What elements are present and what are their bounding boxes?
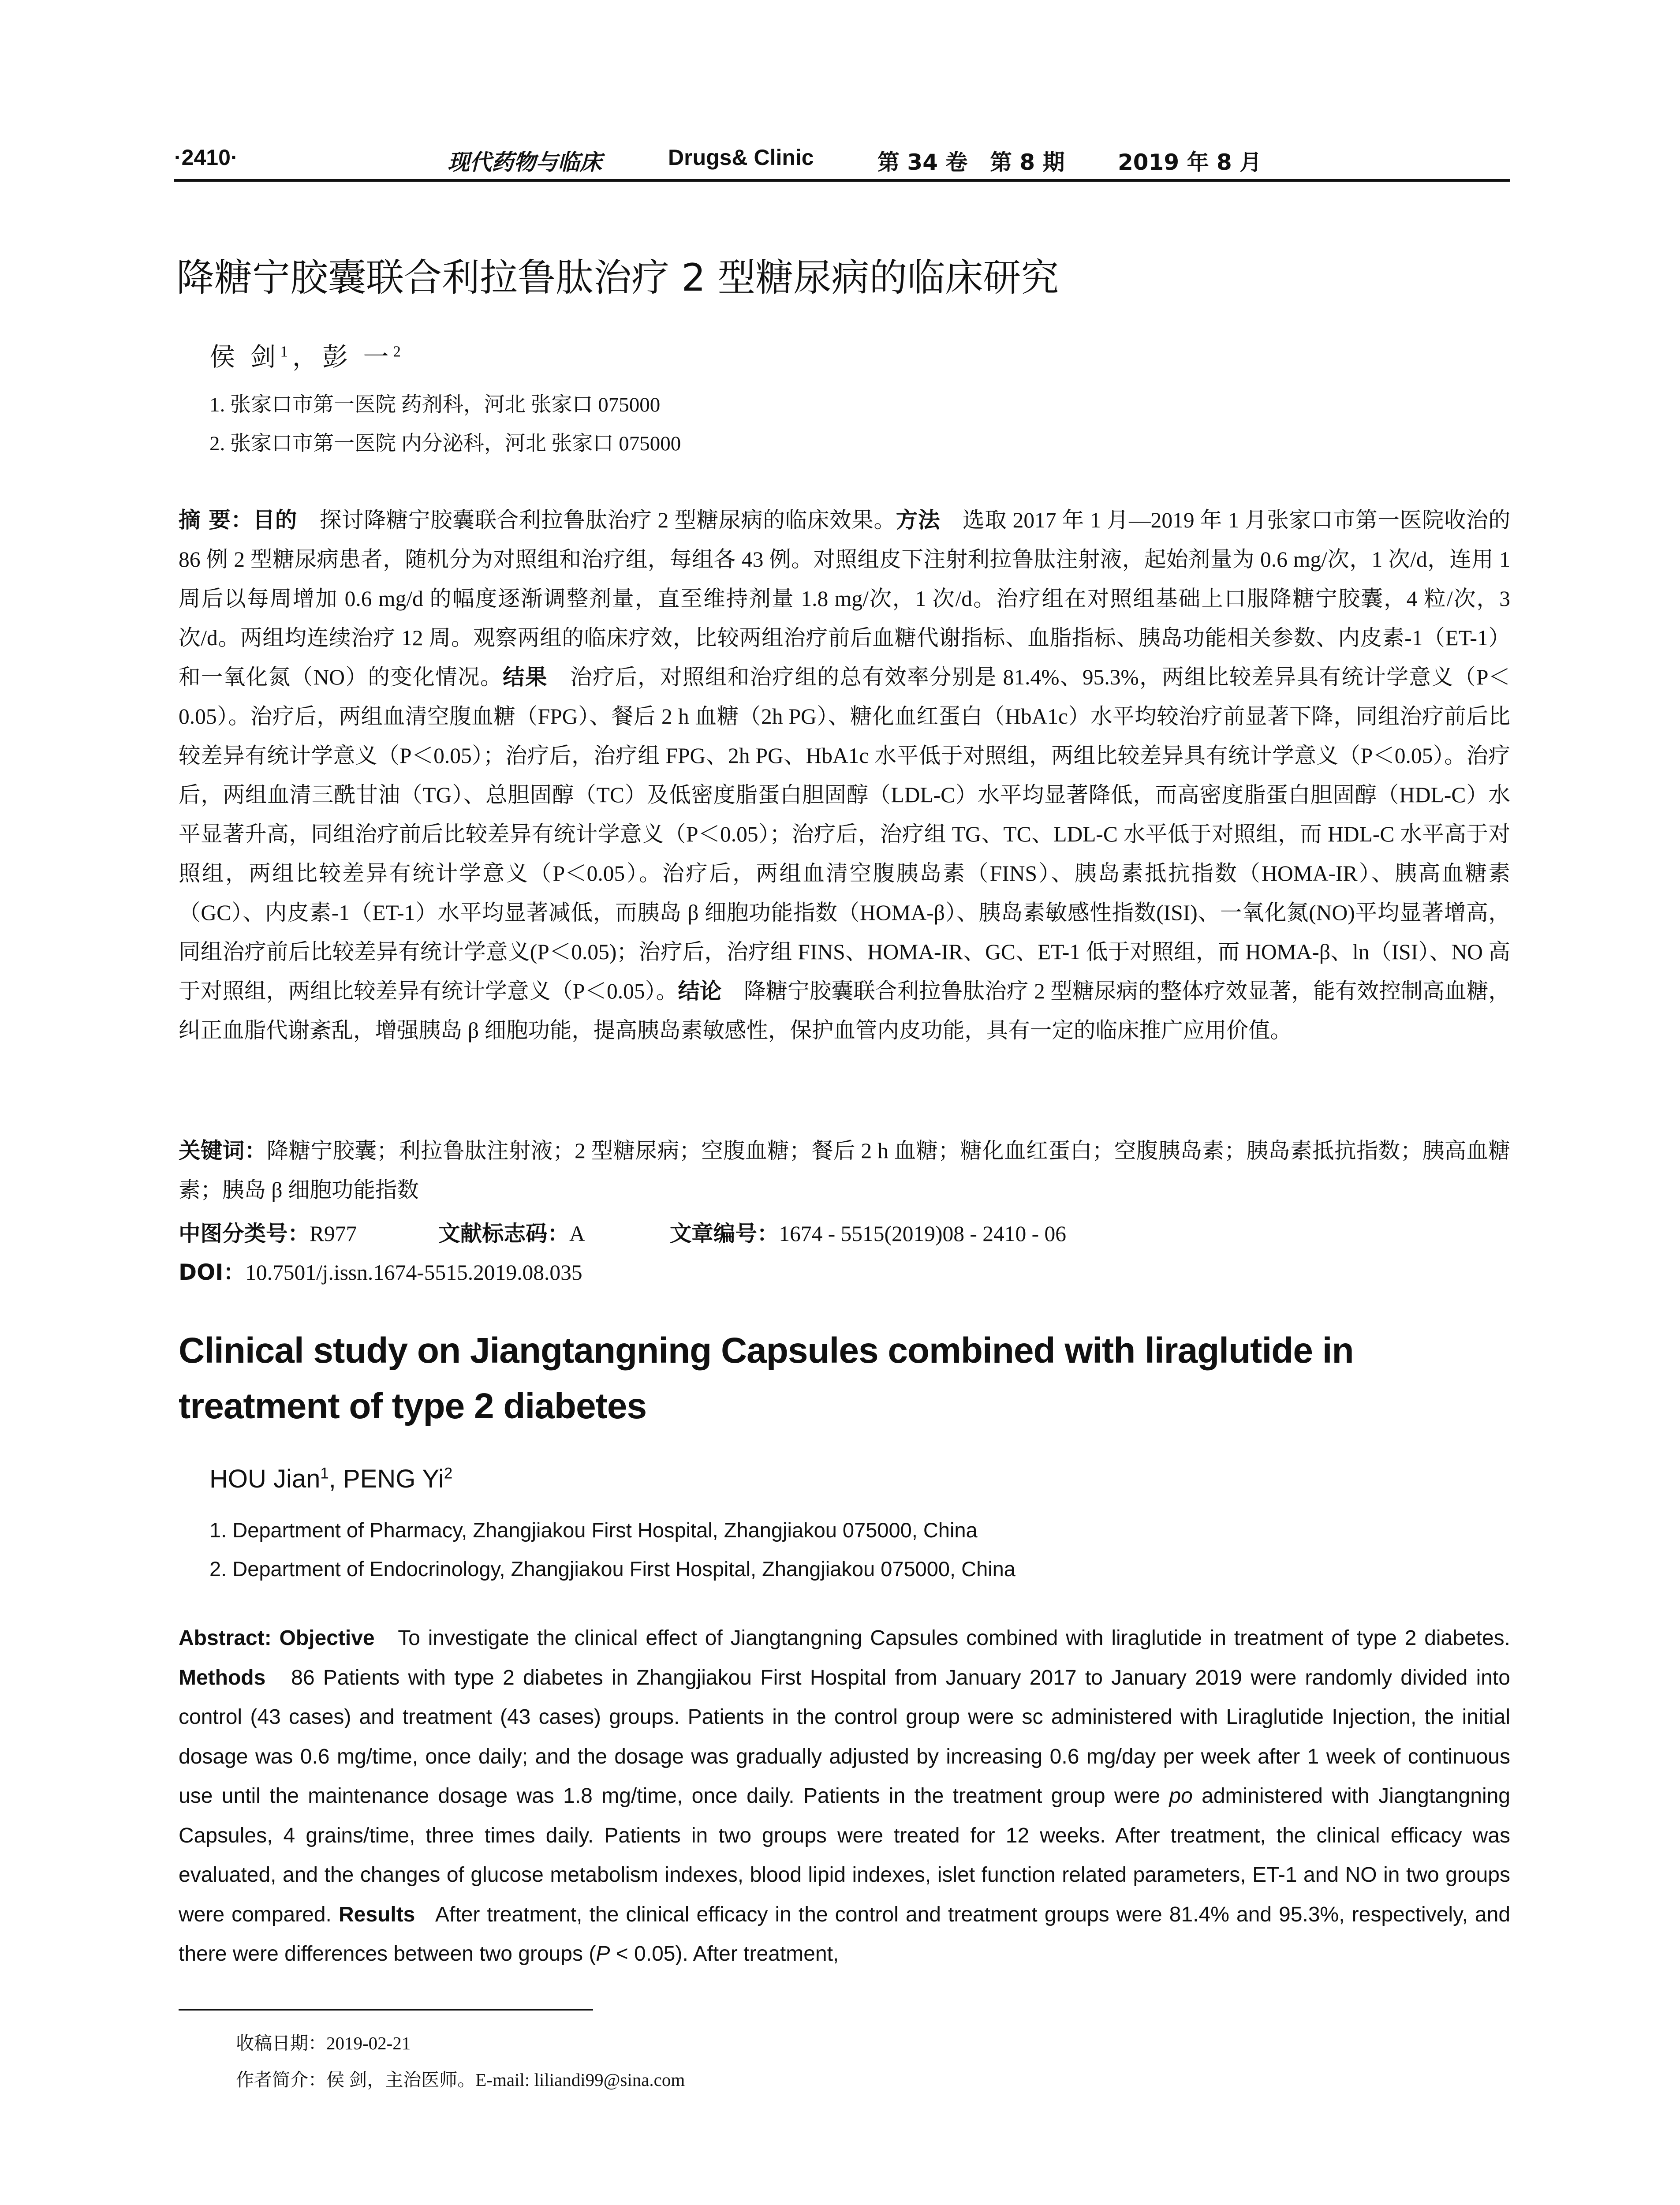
methods-po: po (1169, 1784, 1193, 1808)
methods-label-en: Methods (179, 1666, 266, 1689)
running-header (174, 140, 1510, 182)
author-name: HOU Jian (209, 1465, 321, 1493)
clc-label: 中图分类号： (179, 1221, 310, 1246)
results-text-en-cont: < 0.05). After treatment, (616, 1942, 839, 1966)
objective-label-en: Objective (279, 1626, 375, 1650)
article-no-label: 文章编号： (669, 1221, 779, 1246)
author-affil-mark: 1 (280, 343, 292, 360)
article-title-cn: 降糖宁胶囊联合利拉鲁肽治疗 2 型糖尿病的临床研究 (176, 256, 1059, 300)
author-affil-mark: 2 (393, 343, 405, 360)
doc-code-label: 文献标志码： (438, 1221, 570, 1246)
affiliation-1-en: 1. Department of Pharmacy, Zhangjiakou First Hospital, Zhangjiakou 075000, China (209, 1518, 978, 1542)
doi-label: DOI： (179, 1259, 246, 1285)
objective-text-en: To investigate the clinical effect of Jiangtangning Capsules combined with liraglutide in treatment of type 2 diabetes. (398, 1626, 1511, 1650)
results-text: 治疗后，对照组和治疗组的总有效率分别是 81.4%、95.3%，两组比较差异具有统计学意义（P＜0.05）。治疗后，两组血清空腹血糖（FPG）、餐后 2 h 血糖（2h PG）、糖化血红蛋白（HbA1c）水平均较治疗前显著下降，同组治疗前后比较差异有统计学意义（P＜0.05）；治疗后，治疗组 FPG、2h PG、HbA1c 水平低于对照组，两组比较差异具有统计学意义（P＜0.05）。治疗后，两组血清三酰甘油（TG）、总胆固醇（TC）及低密度脂蛋白胆固醇（LDL-C）水平均显著降低，而高密度脂蛋白胆固醇（HDL-C）水平显著升高，同组治疗前后比较差异有统计学意义（P＜0.05）；治疗后，治疗组 TG、TC、LDL-C 水平低于对照组，而 HDL-C 水平高于对照组，两组比较差异有统计学意义（P＜0.05）。治疗后，两组血清空腹胰岛素（FINS）、胰岛素抵抗指数（HOMA-IR）、胰高血糖素（GC）、内皮素-1（ET-1）水平均显著减低，而胰岛 β 细胞功能指数（HOMA-β）、胰岛素敏感性指数(ISI)、一氧化氮(NO)平均显著增高，同组治疗前后比较差异有统计学意义(P＜0.05)；治疗后，治疗组 FINS、HOMA-IR、GC、ET-1 低于对照组，而 HOMA-β、ln（ISI）、NO 高于对照组，两组比较差异有统计学意义（P＜0.05）。 (179, 665, 1511, 1003)
results-label: 结果 (502, 664, 548, 690)
methods-label: 方法 (896, 507, 941, 533)
authors-en: HOU Jian$^1$, PENG Yi$^2$ (209, 1465, 453, 1493)
objective-text: 探讨降糖宁胶囊联合利拉鲁肽治疗 2 型糖尿病的临床效果。 (319, 508, 896, 532)
author-name: 彭 一 (322, 343, 393, 371)
affiliation-1-cn: 1. 张家口市第一医院 药剂科，河北 张家口 075000 (209, 393, 661, 416)
page-number: ·2410· (174, 145, 238, 170)
issue: 第 8 期 (990, 149, 1065, 175)
journal-name-en: Drugs& Clinic (668, 145, 814, 170)
keywords-text: 降糖宁胶囊；利拉鲁肽注射液；2 型糖尿病；空腹血糖；餐后 2 h 血糖；糖化血红蛋白；空腹胰岛素；胰岛素抵抗指数；胰高血糖素；胰岛 β 细胞功能指数 (179, 1139, 1511, 1202)
author-bio: 作者简介：侯 剑，主治医师。E-mail: liliandi99@sina.com (236, 2070, 685, 2090)
doi-line (179, 1255, 582, 1286)
keywords-label: 关键词： (179, 1138, 267, 1163)
authors-cn: 侯 剑$^1$，彭 一$^2$ (209, 343, 405, 371)
volume: 第 34 卷 (877, 149, 968, 175)
author-name: 侯 剑 (209, 343, 280, 371)
methods-text-en: 86 Patients with type 2 diabetes in Zhangjiakou First Hospital from January 2017 to January 2019 were randomly divided into control (43 cases) and treatment (43 cases) groups. Patients in the control group were sc administered with Liraglutide Injection, the initial dosage was 0.6 mg/time, once daily; and the dosage was gradually adjusted by increasing 0.6 mg/day per week after 1 week of continuous use until the maintenance dosage was 1.8 mg/time, once daily. Patients in the treatment group were (179, 1666, 1510, 1808)
issue-date: 2019 年 8 月 (1118, 149, 1262, 175)
conclusion-label: 结论 (678, 978, 722, 1004)
author-affil-mark: 1 (320, 1465, 329, 1482)
methods-text: 选取 2017 年 1 月—2019 年 1 月张家口市第一医院收治的 86 例 2 型糖尿病患者，随机分为对照组和治疗组，每组各 43 例。对照组皮下注射利拉鲁肽注射液，起始剂量为 0.6 mg/次，1 次/d，连用 1 周后以每周增加 0.6 mg/d 的幅度逐渐调整剂量，直至维持剂量 1.8 mg/次，1 次/d。治疗组在对照组基础上口服降糖宁胶囊，4 粒/次，3 次/d。两组均连续治疗 12 周。观察两组的临床疗效，比较两组治疗前后血糖代谢指标、血脂指标、胰岛功能相关参数、内皮素-1（ET-1）和一氧化氮（NO）的变化情况。 (179, 508, 1511, 689)
clc-value: R977 (310, 1222, 357, 1246)
conclusion-text: 降糖宁胶囊联合利拉鲁肽治疗 2 型糖尿病的整体疗效显著，能有效控制高血糖，纠正血脂代谢紊乱，增强胰岛 β 细胞功能，提高胰岛素敏感性，保护血管内皮功能，具有一定的临床推广应用价值。 (179, 979, 1511, 1043)
journal-name-cn: 现代药物与临床 (448, 149, 602, 175)
affiliation-2-cn: 2. 张家口市第一医院 内分泌科，河北 张家口 075000 (209, 432, 681, 455)
footnote-divider (179, 2009, 593, 2011)
keywords-cn (179, 1131, 1510, 1210)
author-affil-mark: 2 (444, 1465, 453, 1482)
abstract-label: 摘 要： (179, 507, 253, 533)
received-date: 收稿日期：2019-02-21 (236, 2033, 411, 2053)
abstract-en (179, 1618, 1510, 1974)
abstract-label-en: Abstract: (179, 1626, 272, 1650)
author-name: PENG Yi (343, 1465, 444, 1493)
results-p: P (596, 1942, 610, 1966)
objective-label: 目的 (253, 507, 298, 533)
results-text-en: After treatment, the clinical efficacy in the control and treatment groups were 81.4% and 95.3%, respectively, and there were differences between two groups ( (179, 1902, 1511, 1966)
article-no-value: 1674 - 5515(2019)08 - 2410 - 06 (779, 1222, 1066, 1246)
methods-text-en-cont: administered with Jiangtangning Capsules, 4 grains/time, three times daily. Patients in two groups were treated for 12 weeks. After treatment, the clinical efficacy was evaluated, and the changes of glucose metabolism indexes, blood lipid indexes, islet function related parameters, ET-1 and NO in two groups were compared. (179, 1784, 1511, 1926)
classification-line (179, 1216, 1066, 1248)
results-label-en: Results (338, 1902, 415, 1926)
abstract-cn (179, 501, 1510, 1050)
doi-value: 10.7501/j.issn.1674-5515.2019.08.035 (245, 1260, 582, 1285)
article-title-en: Clinical study on Jiangtangning Capsules combined with liraglutide in treatment of type 2 diabetes (179, 1330, 1354, 1426)
doc-code-value: A (569, 1222, 584, 1246)
affiliation-2-en: 2. Department of Endocrinology, Zhangjiakou First Hospital, Zhangjiakou 075000, China (209, 1557, 1015, 1581)
